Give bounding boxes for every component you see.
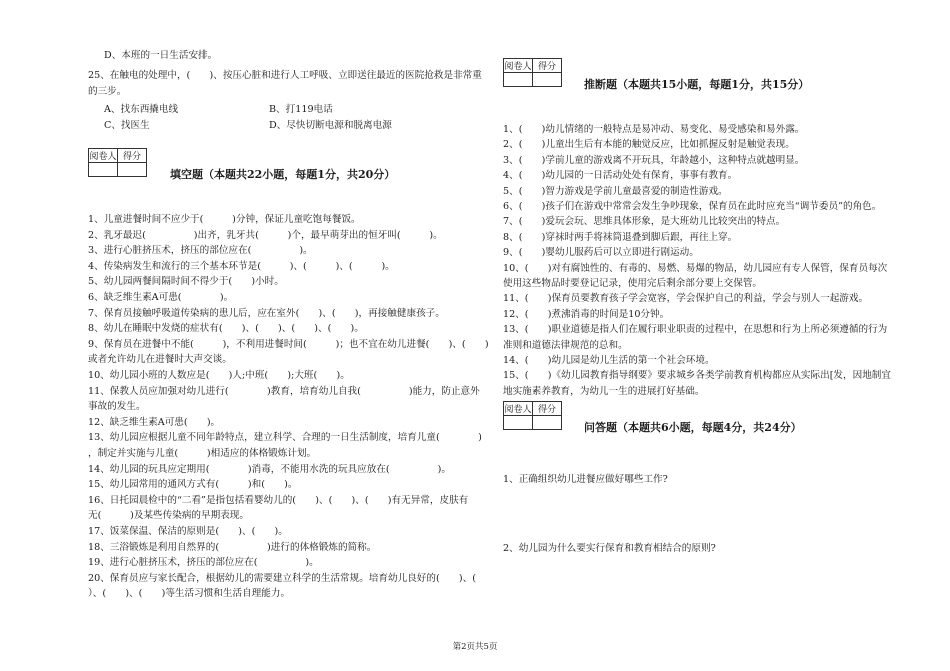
fill-question-line: 13、幼儿园应根据儿童不同年龄特点，建立科学、合理的一日生活制度，培育儿童( ) xyxy=(88,432,482,444)
fill-question-line: 7、保育员接触呼吸道传染病的患儿后，应在室外( )、( )，再接触健康孩子。 xyxy=(88,307,445,319)
judge-section-title: 推断题（本题共15小题，每题1分，共15分） xyxy=(584,78,810,91)
fill-question-line: 20、保育员应与家长配合，根据幼儿的需要建立科学的生活常规。培育幼儿良好的( )、( xyxy=(88,572,496,584)
judge-question-line: 10、( )对有腐蚀性的、有毒的、易燃、易爆的物品，幼儿园应有专人保管，保育员每次 xyxy=(503,262,888,274)
fill-question-line: 16、日托园晨检中的“二看”是指包括看婴幼儿的( )、( )、( )有无异常，皮肤有 xyxy=(88,494,469,506)
judge-question-line: 11、( )保育员要教育孩子学会宽容，学会保护自己的利益，学会与别人一起游戏。 xyxy=(503,293,869,305)
judge-question-line: 14、( )幼儿园是幼儿生活的第一个社会环境。 xyxy=(503,355,715,366)
judge-question-line: 地实施素养教育，为幼儿一生的进展打好基础。 xyxy=(503,385,705,397)
fill-question-line: 15、幼儿园常用的通风方式有( )和( )。 xyxy=(88,479,298,491)
judge-score-box xyxy=(503,58,562,87)
fill-section-title: 填空题（本题共22小题，每题1分，共20分） xyxy=(170,168,396,181)
fill-question-line: 5、幼儿园两餐间隔时间不得少于( )小时。 xyxy=(88,276,284,288)
fill-question-line: 无( )及某些传染病的早期表现。 xyxy=(88,510,249,522)
fill-question-line: ）、( )、( )等生活习惯和生活自理能力。 xyxy=(88,588,291,600)
fill-question-line: 17、饭菜保温、保洁的原则是( )、( )。 xyxy=(88,526,288,537)
fill-score-box xyxy=(88,148,147,177)
qa-section-title: 问答题（本题共6小题，每题4分，共24分） xyxy=(584,421,802,434)
score-label: 得分 xyxy=(533,402,562,416)
judge-question-line: 7、( )爱玩会玩、思维具体形象，是大班幼儿比较突出的特点。 xyxy=(503,216,786,228)
reviewer-cell[interactable] xyxy=(89,163,118,177)
q24-option-d: D、本班的一日生活安排。 xyxy=(104,50,218,61)
fill-question-line: 18、三浴锻炼是利用自然界的( )进行的体格锻炼的简称。 xyxy=(88,541,377,553)
fill-question-line: 12、缺乏维生素A可患( )。 xyxy=(88,416,221,428)
judge-question-line: 5、( )智力游戏是学前儿童最喜爱的制造性游戏。 xyxy=(503,185,728,197)
fill-question-line: 3、进行心脏挤压术，挤压的部位应在( )。 xyxy=(88,245,313,257)
score-cell[interactable] xyxy=(533,416,562,430)
fill-question-line: 8、幼儿在睡眠中发烧的症状有( )、( )、( )、( )。 xyxy=(88,323,364,335)
judge-question-line: 使用这些物品时要登记记录，使用完后剩余部分要上交保管。 xyxy=(503,278,763,289)
fill-question-line: 事故的发生。 xyxy=(88,401,146,413)
judge-question-line: 12、( )煮沸消毒的时间是10分钟。 xyxy=(503,308,670,320)
fill-question-line: 9、保育员在进餐中不能( )，不利用进餐时间( )；也不宜在幼儿进餐( )、( ) xyxy=(88,338,489,350)
judge-question-line: 9、( )婴幼儿服药后可以立即进行剧运动。 xyxy=(503,247,699,259)
qa-question-2: 2、幼儿园为什么要实行保育和教育相结合的原则? xyxy=(503,543,716,554)
judge-question-line: 4、( )幼儿园的一日活动处处有保育，事事有教育。 xyxy=(503,170,738,182)
judge-question-line: 15、( )《幼儿园教育指导纲要》要求城乡各类学前教育机构都应从实际出[发，因地制宜 xyxy=(503,370,891,382)
qa-question-1: 1、正确组织幼儿进餐应做好哪些工作? xyxy=(503,474,668,485)
score-cell[interactable] xyxy=(118,163,147,177)
fill-question-line: 19、进行心脏挤压术，挤压的部位应在( )。 xyxy=(88,557,319,569)
fill-question-line: ，制定并实施与儿童( )相适应的体格锻炼计划。 xyxy=(88,448,317,459)
reviewer-label: 阅卷人 xyxy=(89,149,118,163)
judge-question-line: 8、( )穿袜时两手将袜筒退叠到脚后跟，再往上穿。 xyxy=(503,231,738,243)
fill-question-line: 4、传染病发生和流行的三个基本环节是( )、( )、( )。 xyxy=(88,260,395,272)
score-label: 得分 xyxy=(118,149,147,163)
score-label: 得分 xyxy=(533,59,562,73)
fill-question-line: 1、儿童进餐时间不应少于( )分钟，保证儿童吃饱每餐饭。 xyxy=(88,214,361,225)
q25-option-d: D、尽快切断电源和脱离电源 xyxy=(269,120,392,131)
qa-score-box xyxy=(503,401,562,430)
q25-option-c: C、找医生 xyxy=(104,120,150,131)
judge-question-line: 3、( )学前儿童的游戏离不开玩具，年龄越小，这种特点就越明显。 xyxy=(503,154,805,166)
fill-question-line: 或者允许幼儿在进餐时大声交谈。 xyxy=(88,354,232,366)
reviewer-cell[interactable] xyxy=(504,73,533,87)
reviewer-cell[interactable] xyxy=(504,416,533,430)
reviewer-label: 阅卷人 xyxy=(504,59,533,73)
q25-stem-line2: 的三步。 xyxy=(88,86,127,97)
fill-question-line: 14、幼儿园的玩具应定期用( )消毒，不能用水洗的玩具应放在( )。 xyxy=(88,463,451,475)
judge-question-line: 2、( )儿童出生后有本能的触觉反应，比如抓握反射是触觉表现。 xyxy=(503,139,795,151)
judge-question-line: 1、( )幼儿情绪的一般特点是易冲动、易变化、易受感染和易外露。 xyxy=(503,124,805,135)
q25-stem-line1: 25、在触电的处理中，( )、按压心脏和进行人工呼吸、立即送往最近的医院抢救是非常重 xyxy=(88,70,482,81)
fill-question-line: 2、乳牙最迟( )出齐，乳牙共( )个，最早萌芽出的恒牙叫( )。 xyxy=(88,229,443,241)
judge-question-line: 6、( )孩子们在游戏中常常会发生争吵现象，保育员在此时应充当“调节委员”的角色。 xyxy=(503,201,882,212)
fill-question-line: 10、幼儿园小班的人数应是( )人;中班( );大班( )。 xyxy=(88,370,350,381)
q25-option-b: B、打119电话 xyxy=(269,104,333,115)
fill-question-line: 11、保教人员应加强对幼儿进行( )教育，培育幼儿自我( )能力，防止意外 xyxy=(88,385,480,397)
page-number: 第2页共5页 xyxy=(452,642,498,652)
score-cell[interactable] xyxy=(533,73,562,87)
fill-question-line: 6、缺乏维生素A可患( )。 xyxy=(88,292,234,303)
q25-option-a: A、找东西撬电线 xyxy=(104,104,179,115)
reviewer-label: 阅卷人 xyxy=(504,402,533,416)
judge-question-line: 准则和道德法律规范的总和。 xyxy=(503,339,628,351)
judge-question-line: 13、( )职业道德是指人们在履行职业职责的过程中，在思想和行为上所必须遵循的行为 xyxy=(503,324,888,336)
